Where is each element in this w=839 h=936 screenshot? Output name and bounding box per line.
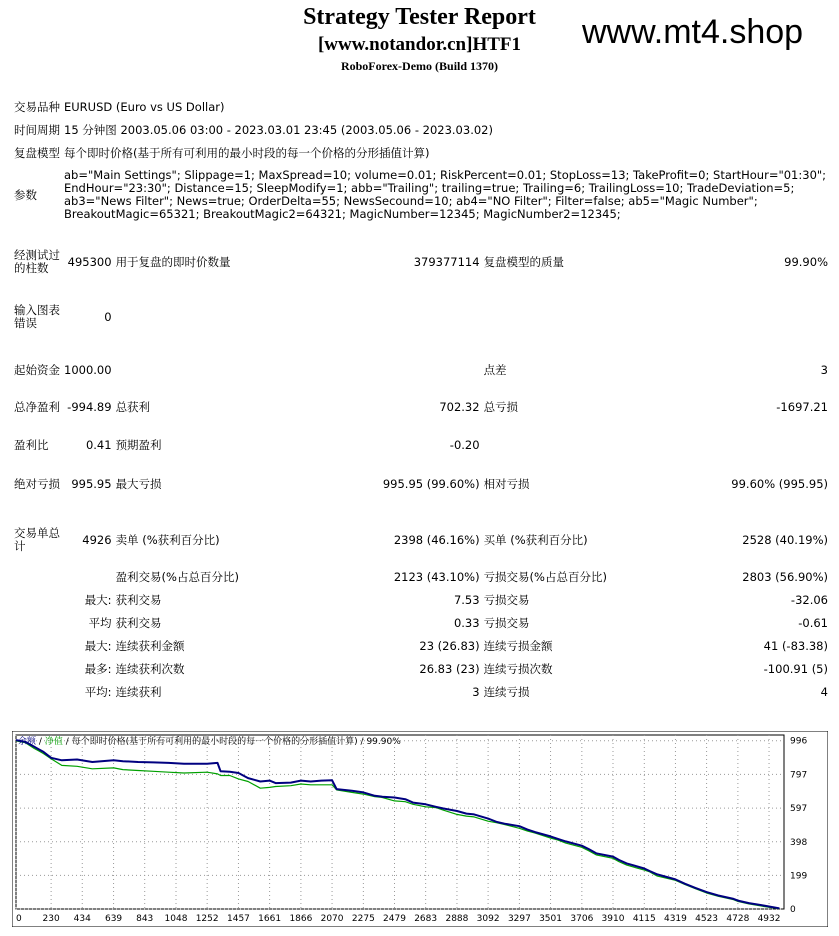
y-tick-label: 597 (790, 804, 808, 815)
x-tick-label: 0 (16, 914, 22, 924)
maximal-cons-profit-label: 连续获利次数 (115, 662, 185, 676)
params-line: EndHour="23:30"; Distance=15; SleepModify=1; abb="Trailing"; trailing=true; Trailing=6; TrailingLoss=10; TradeDeviation=5; (64, 181, 795, 195)
ticks-label: 用于复盘的即时价数量 (115, 254, 231, 269)
params-line: ab3="News Filter"; News=true; OrderDelta=55; NewsSecound=10; ab4="NO Filter"; Filter=false; ab5="Magic Number"; (64, 194, 758, 208)
max-dd-value: 995.95 (99.60%) (382, 476, 480, 491)
legend-sep: / (65, 737, 69, 747)
spread-label: 点差 (483, 362, 507, 377)
errors-value: 0 (104, 309, 112, 324)
model-value: 每个即时价格(基于所有可利用的最小时段的每一个价格的分形插值计算) (64, 146, 430, 160)
loss-trades-label: 亏损交易(%占总百分比) (483, 569, 607, 584)
bars-label: 经测试过的柱数 (14, 248, 60, 275)
x-tick-label: 4932 (757, 914, 781, 924)
y-tick-label: 199 (790, 871, 808, 882)
pf-value: 0.41 (85, 437, 112, 452)
x-tick-label: 4115 (632, 914, 656, 924)
x-tick-label: 3297 (507, 914, 531, 924)
abs-dd-value: 995.95 (71, 476, 112, 491)
avg-cons-losses-value: 4 (820, 685, 828, 699)
profit-trades-value: 2123 (43.10%) (393, 569, 480, 584)
max-dd-label: 最大亏损 (115, 476, 162, 491)
x-tick-label: 1866 (289, 914, 313, 924)
maximal-cons-loss-label: 连续亏损次数 (483, 662, 553, 676)
profit-trades-label: 盈利交易(%占总百分比) (115, 569, 239, 584)
legend-sep: / (360, 737, 364, 747)
largest-loss-label: 亏损交易 (483, 593, 530, 607)
gross-profit-value: 702.32 (439, 399, 480, 414)
x-tick-label: 639 (104, 914, 123, 924)
spread-value: 3 (820, 362, 828, 377)
largest-label: 最大: (84, 593, 112, 607)
report-table (12, 96, 830, 704)
avg-loss-value: -0.61 (798, 616, 828, 630)
max-cons-losses-label: 连续亏损金额 (483, 639, 553, 653)
max-cons-losses-value: 41 (-83.38) (763, 639, 828, 653)
gross-loss-value: -1697.21 (776, 399, 828, 414)
legend-equity: 净值 (44, 737, 63, 747)
short-label: 卖单 (%获利百分比) (115, 532, 220, 547)
avg-cons-losses-label: 连续亏损 (483, 685, 530, 699)
chart-legend (18, 735, 401, 747)
y-tick-label: 797 (790, 770, 808, 781)
x-tick-label: 3706 (570, 914, 594, 924)
net-value: -994.89 (67, 399, 112, 414)
report-title: Strategy Tester Report (303, 4, 536, 30)
period-value: 15 分钟图 2003.05.06 03:00 - 2023.03.01 23:45 (2003.05.06 - 2023.03.02) (64, 123, 493, 137)
balance-chart (12, 731, 828, 927)
legend-model: 每个即时价格(基于所有可利用的最小时段的每一个价格的分形插值计算) (71, 737, 358, 747)
avg-profit-label: 获利交易 (115, 616, 162, 630)
largest-loss-value: -32.06 (790, 593, 828, 607)
gross-loss-label: 总亏损 (483, 399, 519, 414)
y-tick-label: 398 (790, 837, 808, 848)
x-tick-label: 2888 (445, 914, 469, 924)
avg-cons-label: 平均: (84, 685, 112, 699)
maximal-label: 最多: (84, 662, 112, 676)
period-label: 时间周期 (14, 123, 60, 137)
report-subtitle: [www.notandor.cn]HTF1 (317, 34, 522, 55)
y-tick-label: 0 (790, 905, 796, 915)
ticks-value: 379377114 (413, 254, 480, 269)
params-value (62, 165, 830, 225)
loss-trades-value: 2803 (56.90%) (742, 569, 828, 584)
maximal-cons-loss-value: -100.91 (5) (763, 662, 828, 676)
params-line: ab="Main Settings"; Slippage=1; MaxSpread=10; volume=0.01; RiskPercent=0.01; StopLoss=13; TakeProfit=0; StartHour="01:30"; (64, 168, 827, 182)
x-tick-label: 2070 (320, 914, 344, 924)
x-tick-label: 843 (136, 914, 154, 924)
x-tick-label: 4319 (663, 914, 687, 924)
short-value: 2398 (46.16%) (393, 532, 480, 547)
long-value: 2528 (40.19%) (742, 532, 828, 547)
quality-label: 复盘模型的质量 (483, 254, 565, 269)
x-tick-label: 3910 (601, 914, 625, 924)
trades-label: 交易单总计 (14, 526, 60, 553)
maximal-cons-profit-value: 26.83 (23) (419, 662, 480, 676)
payoff-value: -0.20 (449, 437, 480, 452)
avg-profit-value: 0.33 (453, 616, 480, 630)
long-label: 买单 (%获利百分比) (483, 532, 588, 547)
x-tick-label: 1252 (195, 914, 219, 924)
x-tick-label: 1661 (258, 914, 282, 924)
legend-sep: / (38, 737, 42, 747)
max-cons-wins-value: 23 (26.83) (419, 639, 480, 653)
legend-quality: 99.90% (366, 737, 401, 747)
report-server: RoboForex-Demo (Build 1370) (340, 59, 499, 73)
gross-profit-label: 总获利 (115, 399, 151, 414)
model-label: 复盘模型 (14, 146, 60, 160)
avg-loss-label: 亏损交易 (483, 616, 530, 630)
x-tick-label: 4728 (726, 914, 750, 924)
avg-cons-wins-label: 连续获利 (115, 685, 162, 699)
params-line: BreakoutMagic=65321; BreakoutMagic2=64321; MagicNumber=12345; MagicNumber2=12345; (64, 207, 621, 221)
legend-balance: 余额 (18, 737, 37, 747)
x-tick-label: 2479 (383, 914, 406, 924)
bars-value: 495300 (67, 254, 112, 269)
net-label: 总净盈利 (14, 399, 60, 414)
quality-value: 99.90% (784, 254, 828, 269)
x-tick-label: 4523 (695, 914, 719, 924)
x-tick-label: 2275 (351, 914, 375, 924)
symbol-value: EURUSD (Euro vs US Dollar) (64, 100, 225, 114)
symbol-label: 交易品种 (14, 100, 60, 114)
rel-dd-label: 相对亏损 (483, 476, 530, 491)
pf-label: 盈利比 (14, 437, 49, 452)
max-cons-wins-label: 连续获利金额 (115, 639, 185, 653)
errors-label: 输入图表错误 (14, 303, 60, 330)
x-tick-label: 1457 (227, 914, 250, 924)
abs-dd-label: 绝对亏损 (14, 476, 60, 491)
y-tick-label: 996 (790, 736, 808, 747)
x-tick-label: 230 (42, 914, 60, 924)
x-tick-label: 2683 (414, 914, 438, 924)
largest-profit-value: 7.53 (453, 593, 480, 607)
watermark-text: www.mt4.shop (582, 13, 804, 51)
max-cons-label: 最大: (84, 639, 112, 653)
avg-cons-wins-value: 3 (472, 685, 480, 699)
average-label: 平均 (88, 616, 112, 630)
params-label: 参数 (14, 187, 37, 202)
deposit-value: 1000.00 (64, 362, 112, 377)
rel-dd-value: 99.60% (995.95) (731, 476, 828, 491)
payoff-label: 预期盈利 (115, 437, 162, 452)
x-tick-label: 3501 (539, 914, 562, 924)
x-tick-label: 3092 (476, 914, 500, 924)
largest-profit-label: 获利交易 (115, 593, 162, 607)
deposit-label: 起始资金 (14, 362, 60, 377)
x-tick-label: 434 (73, 914, 91, 924)
x-tick-label: 1048 (164, 914, 188, 924)
trades-value: 4926 (82, 532, 112, 547)
